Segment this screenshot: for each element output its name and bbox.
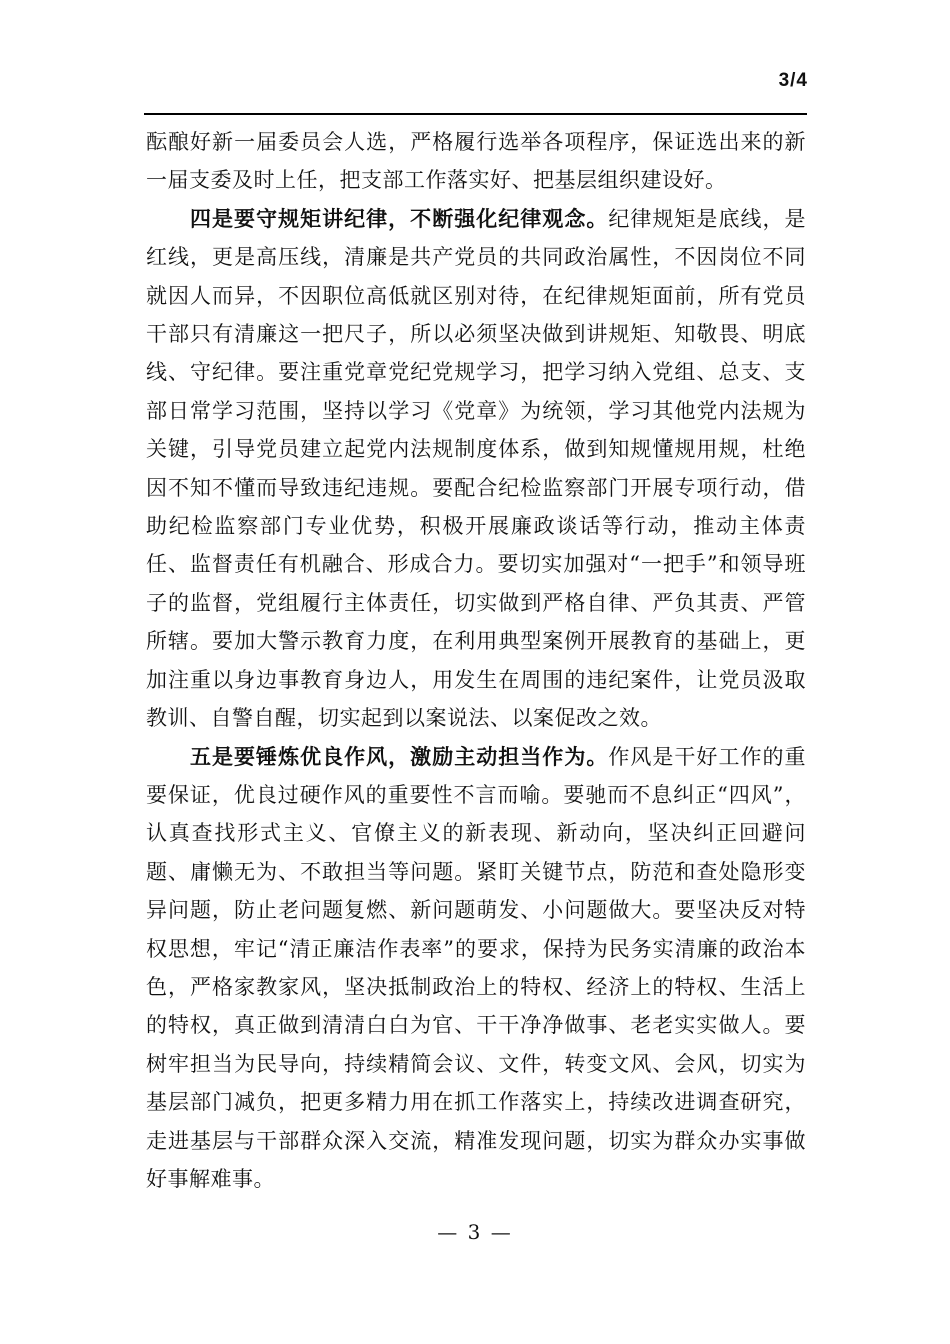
paragraph-text: 酝酿好新一届委员会人选，严格履行选举各项程序，保证选出来的新一届支委及时上任，把支部工作落实好、把基层组织建设好。: [146, 130, 806, 193]
paragraph-work-style: [146, 738, 806, 1199]
page-counter: 3/4: [778, 70, 808, 91]
paragraph-heading: 五是要锤炼优良作风，激励主动担当作为。: [190, 743, 609, 769]
document-body: [146, 123, 806, 1198]
paragraph-continuation: [146, 123, 806, 200]
page-number: — 3 —: [437, 1220, 513, 1244]
header-rule: [144, 113, 807, 115]
paragraph-heading: 四是要守规矩讲纪律，不断强化纪律观念。: [190, 205, 609, 231]
paragraph-discipline: [146, 200, 806, 738]
paragraph-text: 作风是干好工作的重要保证，优良过硬作风的重要性不言而喻。要驰而不息纠正“四风”，认真查找形式主义、官僚主义的新表现、新动向，坚决纠正回避问题、庸懒无为、不敢担当等问题。紧盯关键节点，防范和查处隐形变异问题，防止老问题复燃、新问题萌发、小问题做大。要坚决反对特权思想，牢记“清正廉洁作表率”的要求，保持为民务实清廉的政治本色，严格家教家风，坚决抵制政治上的特权、经济上的特权、生活上的特权，真正做到清清白白为官、干干净净做事、老老实实做人。要树牢担当为民导向，持续精简会议、文件，转变文风、会风，切实为基层部门减负，把更多精力用在抓工作落实上，持续改进调查研究，走进基层与干部群众深入交流，精准发现问题，切实为群众办实事做好事解难事。: [146, 744, 807, 1191]
paragraph-text: 纪律规矩是底线，是红线，更是高压线，清廉是共产党员的共同政治属性，不因岗位不同就因人而异，不因职位高低就区别对待，在纪律规矩面前，所有党员干部只有清廉这一把尺子，所以必须坚决做到讲规矩、知敬畏、明底线、守纪律。要注重党章党纪党规学习，把学习纳入党组、总支、支部日常学习范围，坚持以学习《党章》为统领，学习其他党内法规为关键，引导党员建立起党内法规制度体系，做到知规懂规用规，杜绝因不知不懂而导致违纪违规。要配合纪检监察部门开展专项行动，借助纪检监察部门专业优势，积极开展廉政谈话等行动，推动主体责任、监督责任有机融合、形成合力。要切实加强对“一把手”和领导班子的监督，党组履行主体责任，切实做到严格自律、严负其责、严管所辖。要加大警示教育力度，在利用典型案例开展教育的基础上，更加注重以身边事教育身边人，用发生在周围的违纪案件，让党员汲取教训、自警自醒，切实起到以案说法、以案促改之效。: [146, 206, 807, 731]
